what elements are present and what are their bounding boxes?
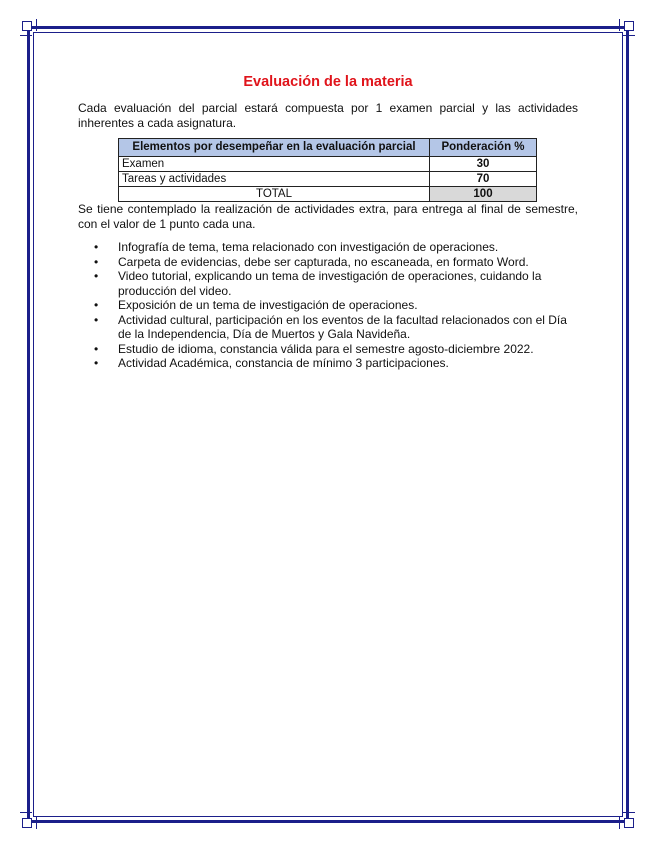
list-item-text: Video tutorial, explicando un tema de investigación de operaciones, cuidando la producción del video. (118, 269, 542, 298)
table-row (119, 157, 537, 172)
page-title: Evaluación de la materia (243, 74, 413, 90)
frame-corner-top-left (22, 21, 32, 31)
extra-activities-list (78, 240, 578, 371)
bullet-icon: • (94, 269, 99, 283)
list-item (94, 312, 578, 342)
list-item (94, 298, 578, 313)
column-header-weight: Ponderación % (430, 139, 537, 157)
row-item: Tareas y actividades (119, 172, 430, 187)
table-total-row (119, 187, 537, 202)
list-item (94, 269, 578, 298)
bullet-icon: • (94, 312, 99, 327)
frame-ornament (36, 19, 37, 31)
frame-ornament (619, 817, 620, 829)
list-item-text: Actividad Académica, constancia de mínimo 3 participaciones. (118, 356, 449, 370)
row-value: 30 (430, 157, 537, 172)
frame-ornament (20, 812, 32, 813)
list-item-text: Infografía de tema, tema relacionado con investigación de operaciones. (118, 240, 499, 254)
extra-activities-paragraph: Se tiene contemplado la realización de actividades extra, para entrega al final de semestre, con el valor de 1 punto cada una. (78, 202, 578, 231)
intro-paragraph: Cada evaluación del parcial estará compuesta por 1 examen parcial y las actividades inherentes a cada asignatura. (78, 101, 578, 130)
list-item (94, 341, 578, 357)
frame-ornament (20, 35, 32, 36)
total-label: TOTAL (119, 187, 430, 202)
bullet-icon: • (94, 298, 99, 312)
bullet-icon: • (94, 254, 99, 269)
list-item-text: Actividad cultural, participación en los eventos de la facultad relacionados con el Día de la Independencia, Día de Muertos y Gala Navideña. (118, 312, 567, 341)
frame-ornament (623, 812, 635, 813)
list-item-text: Carpeta de evidencias, debe ser capturada, no escaneada, en formato Word. (118, 254, 529, 269)
frame-ornament (623, 35, 635, 36)
list-item-text: Estudio de idioma, constancia válida para el semestre agosto-diciembre 2022. (118, 341, 534, 356)
frame-corner-top-right (624, 21, 634, 31)
bullet-icon: • (94, 356, 99, 370)
frame-corner-bottom-right (624, 818, 634, 828)
frame-ornament (619, 19, 620, 31)
row-item: Examen (119, 157, 430, 172)
evaluation-table (118, 138, 537, 202)
frame-corner-bottom-left (22, 818, 32, 828)
list-item-text: Exposición de un tema de investigación de operaciones. (118, 298, 418, 312)
list-item (94, 254, 578, 270)
bullet-icon: • (94, 341, 99, 356)
table-row (119, 172, 537, 187)
total-value: 100 (430, 187, 537, 202)
list-item (94, 240, 578, 255)
row-value: 70 (430, 172, 537, 187)
frame-ornament (36, 817, 37, 829)
page-content (78, 74, 578, 371)
column-header-elements: Elementos por desempeñar en la evaluación parcial (119, 139, 430, 157)
list-item (94, 356, 578, 371)
table-header-row (119, 139, 537, 157)
bullet-icon: • (94, 240, 99, 254)
